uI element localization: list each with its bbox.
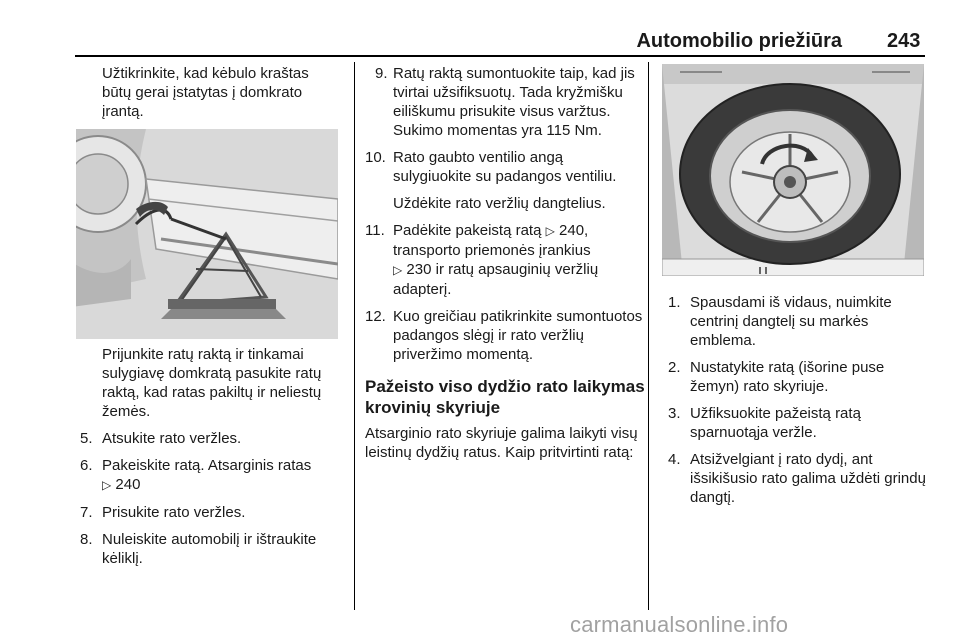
list-item: 11. Padėkite pakeistą ratą ▷ 240, transporto priemonės įrankius ▷ 230 ir ratų apsauginių veržlių adapterį. [365,222,599,298]
column-right [668,64,930,515]
list-item: 9. Ratų raktą sumontuokite taip, kad jis tvirtai užsifiksuotų. Tada kryžmišku eiliškumu prisukite visus varžtus. Sukimo momentas yra 115 Nm. [375,65,635,139]
steps-list [365,64,645,364]
list-item: 5. Atsukite rato veržles. [80,430,242,447]
page-ref-link[interactable]: 240, [559,222,589,239]
spare-wheel-illustration [662,64,924,276]
list-item: 3. Užfiksuokite pažeistą ratą sparnuotąja veržle. [668,405,861,441]
list-item: 8. Nuleiskite automobilį ir ištraukite kėliklį. [80,531,317,567]
figure-caption: Prijunkite ratų raktą ir tinkamai sulygiavę domkratą pasukite ratų raktą, kad ratas pakiltų ir neliestų žemės. [102,346,322,420]
page-title: Automobilio priežiūra [636,30,842,52]
jack-illustration [76,129,338,339]
watermark: carmanualsonline.info [570,612,789,637]
page-ref-link[interactable]: 240 [115,476,141,493]
triangle-right-icon: ▷ [393,263,403,277]
page-number: 243 [887,30,921,52]
list-item: 1. Spausdami iš vidaus, nuimkite centrinį dangtelį su markės emblema. [668,294,892,349]
header-rule [75,55,925,57]
column-middle [365,64,645,462]
column-left [80,64,342,576]
triangle-right-icon: ▷ [102,478,112,492]
steps-list [80,429,342,568]
list-item: 2. Nustatykite ratą (išorine puse žemyn) rato skyriuje. [668,359,885,395]
list-item: 6. Pakeiskite ratą. Atsarginis ratas ▷ 240 [80,457,312,493]
column-divider [354,62,355,610]
list-item: 12. Kuo greičiau patikrinkite sumontuotos padangos slėgį ir rato veržlių priveržimo momentą. [365,308,643,363]
list-item: 7. Prisukite rato veržles. [80,504,246,521]
column-divider [648,62,649,610]
section-heading: Pažeisto viso dydžio rato laikymas krovinių skyriuje [365,377,645,417]
page-ref-link[interactable]: 230 [406,261,432,278]
intro-text: Užtikrinkite, kad kėbulo kraštas būtų gerai įstatytas į domkrato įrantą. [102,65,309,120]
list-item: 4. Atsižvelgiant į rato dydį, ant išsikišusio rato galima uždėti grindų dangtį. [668,451,926,506]
list-item: 10. Rato gaubto ventilio angą sulygiuokite su padangos ventiliu. Uždėkite rato veržlių dangtelius. [365,149,617,212]
section-paragraph: Atsarginio rato skyriuje galima laikyti visų leistinų dydžių ratus. Kaip pritvirtinti ratą: [365,425,638,461]
triangle-right-icon: ▷ [545,224,555,238]
steps-list [668,293,930,507]
